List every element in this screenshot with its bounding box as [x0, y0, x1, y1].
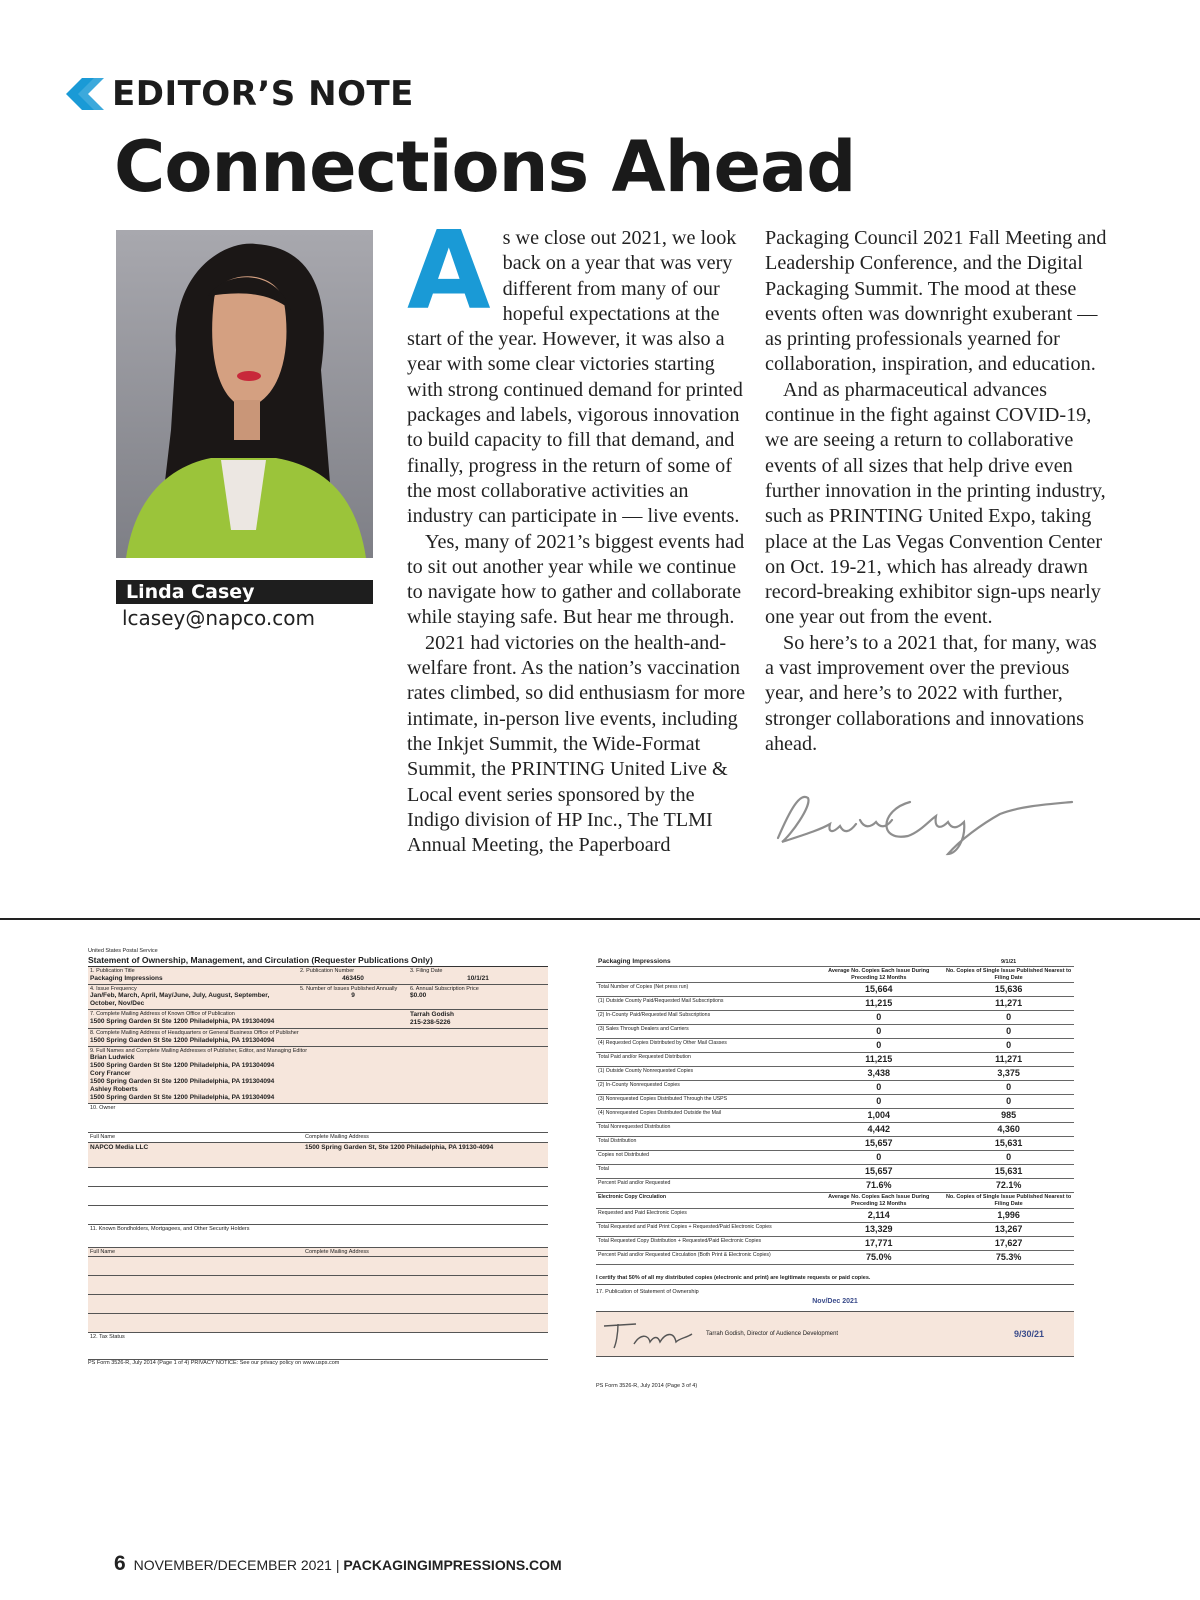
row-label: Total Requested Copy Distribution + Requested/Paid Electronic Copies [596, 1237, 814, 1251]
row-value: 15,631 [943, 1137, 1074, 1151]
table-row [596, 1151, 1074, 1165]
table-row [596, 1237, 1074, 1251]
issue-date: NOVEMBER/DECEMBER 2021 | [133, 1557, 340, 1573]
table-row [596, 1179, 1074, 1193]
table-row [596, 1223, 1074, 1237]
row-value: 0 [814, 1095, 943, 1109]
row-value: 1,996 [943, 1209, 1074, 1223]
row-value: 985 [943, 1109, 1074, 1123]
article-column-1 [407, 209, 747, 858]
article-paragraph: As we close out 2021, we look back on a year that was very different from many of our hopeful expectations at the start of the year. However, it was also a year with some clear victories starting with strong continued demand for printed packages and labels, vigorous innovation to build capacity to fill that demand, and finally, progress in the return of some of the most collaborative activities an industry can participate in — live events. [407, 209, 743, 528]
kicker-text: EDITOR’S NOTE [112, 74, 414, 114]
row-value: 71.6% [814, 1179, 943, 1193]
headline: Connections Ahead [114, 126, 856, 208]
row-value: 0 [814, 1081, 943, 1095]
table-row [596, 1025, 1074, 1039]
row-value: 11,271 [943, 1053, 1074, 1067]
row-label: (2) In-County Paid/Requested Mail Subscriptions [596, 1011, 814, 1025]
row-value: 0 [814, 1025, 943, 1039]
row-label: (4) Nonrequested Copies Distributed Outside the Mail [596, 1109, 814, 1123]
row-value: 15,657 [814, 1165, 943, 1179]
table-row [596, 1109, 1074, 1123]
statement-of-ownership-form-right: Packaging Impressions 9/1/21 Average No. Copies Each Issue During Preceding 12 Months No. Copies of Single Issue Published Nearest to Filing Date Total Number of Copies (Net press run) 15,664 15,636 (1) Outside County Paid/Requested Mail Subscriptions 11,215 11,271 (2) In-County Paid/Requested Mail Subscriptions 0 0 (3) Sales Through Dealers and Carriers 0 0 (4) Requested Copies Distributed by Other Mail Classes 0 0 Total Paid and/or Requested Distribution 11,215 11,271 (1) Outside County Nonrequested Copies 3,438 3,375 (2) In-County Nonrequested Copies 0 0 (3) Nonrequested Copies Distributed Through the USPS 0 0 (4) Nonrequested Copies Distributed Outside the Mail 1,004 985 Total Nonrequested Distribution 4,442 4,360 Total Distribution 15,657 15,631 Copies not Distributed 0 0 Total 15,657 15,631 Percent Paid and/or Requested 71.6% 72.1% Electronic Copy Circulation Average No. Copies Each Issue During Preceding 12 Months No. Copies of Single Issue Published Nearest to Filing Date Requested and Paid Electronic Copies 2,114 1,996 Total Requested and Paid Print Copies + Requested/Paid Electronic Copies 13,329 13,267 Total Requested Copy Distribution + Requested/Paid Electronic Copies 17,771 17,627 Percent Paid and/or Requested Circulation (Both Print & Electronic Copies) 75.0% 75.3% I certify that 50% of all my distributed copies (electronic and print) are legitimate requests or paid copies. 17. Publication of Statement of Ownership Nov/Dec 2021 Tarrah Godish, Director of Audience Development 9/30/21 PS Form 3526-R, July 2014 (Page 3 of 4) [596, 958, 1074, 1390]
table-row [596, 1011, 1074, 1025]
article-paragraph: Packaging Council 2021 Fall Meeting and Leadership Conference, and the Digital Packaging Summit. The mood at these events often was downright exuberant — as printing professionals yearned for collaboration, inspiration, and education. [765, 227, 1107, 376]
form-title: Statement of Ownership, Management, and Circulation (Requester Publications Only) [88, 955, 548, 967]
row-value: 1,004 [814, 1109, 943, 1123]
row-value: 15,636 [943, 983, 1074, 997]
row-value: 15,631 [943, 1165, 1074, 1179]
row-value: 17,771 [814, 1237, 943, 1251]
author-portrait [116, 230, 373, 558]
agency-label: United States Postal Service [88, 948, 158, 954]
row-value: 0 [943, 1151, 1074, 1165]
row-value: 0 [814, 1039, 943, 1053]
row-value: 3,438 [814, 1067, 943, 1081]
row-value: 72.1% [943, 1179, 1074, 1193]
row-value: 11,215 [814, 1053, 943, 1067]
row-label: Total Requested and Paid Print Copies + Requested/Paid Electronic Copies [596, 1223, 814, 1237]
table-row [596, 1165, 1074, 1179]
drop-cap: A [407, 209, 491, 334]
row-label: (4) Requested Copies Distributed by Other Mail Classes [596, 1039, 814, 1053]
row-value: 0 [943, 1025, 1074, 1039]
statement-of-ownership-form-left: United States Postal Service Statement of Ownership, Management, and Circulation (Requester Publications Only) 1. Publication Title Packaging Impressions 2. Publication Number 463450 3. Filing Date 10/1/21 4. Issue Frequency Jan/Feb, March, April, May/June, July, August, September, October, Nov/Dec 5. Number of Issues Published Annually 9 6. Annual Subscription Price $0.00 7. Complete Mailing Address of Known Office of Publication 1500 Spring Garden St Ste 1200 Philadelphia, PA 191304094 Tarrah Godish 215-238-5226 8. Complete Mailing Address of Headquarters or General Business Office of Publisher 1500 Spring Garden St Ste 1200 Philadelphia, PA 191304094 9. Full Names and Complete Mailing Addresses of Publisher, Editor, and Managing Editor Brian Ludwick 1500 Spring Garden St Ste 1200 Philadelphia, PA 191304094 Cory Francer 1500 Spring Garden St Ste 1200 Philadelphia, PA 191304094 Ashley Roberts 1500 Spring Garden St Ste 1200 Philadelphia, PA 191304094 10. Owner Full Name Complete Mailing Address NAPCO Media LLC 1500 Spring Garden St, Ste 1200 Philadelphia, PA 19130-4094 11. Known Bondholders, Mortgagees, and Other Security Holders Full Name Complete Mailing Address 12. Tax Status PS Form 3526-R, July 2014 (Page 1 of 4) PRIVACY NOTICE: See our privacy policy on www.usps.com [88, 948, 548, 1367]
row-value: 0 [943, 1039, 1074, 1053]
row-value: 13,329 [814, 1223, 943, 1237]
row-label: Percent Paid and/or Requested Circulation (Both Print & Electronic Copies) [596, 1251, 814, 1265]
section-divider [0, 918, 1200, 920]
table-row [596, 997, 1074, 1011]
page-footer [114, 1552, 562, 1576]
table-row [596, 1123, 1074, 1137]
row-value: 2,114 [814, 1209, 943, 1223]
section-kicker [66, 74, 414, 114]
row-value: 0 [814, 1151, 943, 1165]
row-value: 15,664 [814, 983, 943, 997]
table-row [596, 1209, 1074, 1223]
row-value: 0 [943, 1095, 1074, 1109]
row-label: Requested and Paid Electronic Copies [596, 1209, 814, 1223]
row-value: 17,627 [943, 1237, 1074, 1251]
row-value: 75.0% [814, 1251, 943, 1265]
row-value: 4,360 [943, 1123, 1074, 1137]
row-label: Copies not Distributed [596, 1151, 814, 1165]
signer-signature [596, 1314, 706, 1354]
row-value: 0 [943, 1081, 1074, 1095]
row-label: Percent Paid and/or Requested [596, 1179, 814, 1193]
row-label: (1) Outside County Paid/Requested Mail Subscriptions [596, 997, 814, 1011]
table-row [596, 1251, 1074, 1265]
row-value: 0 [814, 1011, 943, 1025]
table-row [596, 983, 1074, 997]
article-paragraph: So here’s to a 2021 that, for many, was a vast improvement over the previous year, and here’s to 2022 with further, stronger collaborations and innovations ahead. [765, 631, 1097, 755]
row-label: (1) Outside County Nonrequested Copies [596, 1067, 814, 1081]
table-row [596, 1067, 1074, 1081]
row-value: 4,442 [814, 1123, 943, 1137]
article-paragraph: And as pharmaceutical advances continue in the fight against COVID-19, we are seeing a return to collaborative events of all sizes that help drive even further innovation in the printing industry, such as PRINTING United Expo, taking place at the Las Vegas Convention Center on Oct. 19-21, which has already drawn record-breaking exhibitor sign-ups nearly one year out from the event. [765, 378, 1106, 629]
author-name: Linda Casey [116, 580, 373, 604]
table-row [596, 1137, 1074, 1151]
double-chevron-left-icon [66, 78, 104, 110]
row-value: 15,657 [814, 1137, 943, 1151]
row-label: Total Distribution [596, 1137, 814, 1151]
editor-signature [760, 780, 1080, 865]
row-label: (3) Nonrequested Copies Distributed Through the USPS [596, 1095, 814, 1109]
table-row [596, 1053, 1074, 1067]
row-value: 11,215 [814, 997, 943, 1011]
table-row [596, 1095, 1074, 1109]
row-label: (2) In-County Nonrequested Copies [596, 1081, 814, 1095]
table-row [596, 1081, 1074, 1095]
row-value: 3,375 [943, 1067, 1074, 1081]
row-label: Total Number of Copies (Net press run) [596, 983, 814, 997]
article-column-2 [765, 226, 1110, 757]
article-paragraph: Yes, many of 2021’s biggest events had to sit out another year while we continue to navigate how to gather and collaborate while staying safe. But hear me through. [407, 530, 745, 629]
row-value: 0 [943, 1011, 1074, 1025]
author-email[interactable]: lcasey@napco.com [122, 606, 315, 630]
article-paragraph: 2021 had victories on the health-and-welfare front. As the nation’s vaccination rates climbed, so did enthusiasm for more intimate, in-person live events, including the Inkjet Summit, the Wide-Format Summit, the PRINTING United Live & Local event series sponsored by the Indigo division of HP Inc., The TLMI Annual Meeting, the Paperboard [407, 631, 746, 857]
row-label: Total Nonrequested Distribution [596, 1123, 814, 1137]
row-label: Total Paid and/or Requested Distribution [596, 1053, 814, 1067]
row-value: 11,271 [943, 997, 1074, 1011]
certify-statement: I certify that 50% of all my distributed copies (electronic and print) are legitimate requests or paid copies. [596, 1275, 1074, 1285]
row-label: (3) Sales Through Dealers and Carriers [596, 1025, 814, 1039]
circulation-table: Packaging Impressions 9/1/21 Average No. Copies Each Issue During Preceding 12 Months No. Copies of Single Issue Published Nearest to Filing Date Total Number of Copies (Net press run) 15,664 15,636 (1) Outside County Paid/Requested Mail Subscriptions 11,215 11,271 (2) In-County Paid/Requested Mail Subscriptions 0 0 (3) Sales Through Dealers and Carriers 0 0 (4) Requested Copies Distributed by Other Mail Classes 0 0 Total Paid and/or Requested Distribution 11,215 11,271 (1) Outside County Nonrequested Copies 3,438 3,375 (2) In-County Nonrequested Copies 0 0 (3) Nonrequested Copies Distributed Through the USPS 0 0 (4) Nonrequested Copies Distributed Outside the Mail 1,004 985 Total Nonrequested Distribution 4,442 4,360 Total Distribution 15,657 15,631 Copies not Distributed 0 0 Total 15,657 15,631 Percent Paid and/or Requested 71.6% 72.1% Electronic Copy Circulation Average No. Copies Each Issue During Preceding 12 Months No. Copies of Single Issue Published Nearest to Filing Date Requested and Paid Electronic Copies 2,114 1,996 Total Requested and Paid Print Copies + Requested/Paid Electronic Copies 13,329 13,267 Total Requested Copy Distribution + Requested/Paid Electronic Copies 17,771 17,627 Percent Paid and/or Requested Circulation (Both Print & Electronic Copies) 75.0% 75.3% [596, 958, 1074, 1265]
row-value: 75.3% [943, 1251, 1074, 1265]
row-label: Total [596, 1165, 814, 1179]
row-value: 13,267 [943, 1223, 1074, 1237]
page-number: 6 [114, 1552, 126, 1575]
table-row [596, 1039, 1074, 1053]
site-link[interactable]: PACKAGINGIMPRESSIONS.COM [343, 1557, 562, 1573]
